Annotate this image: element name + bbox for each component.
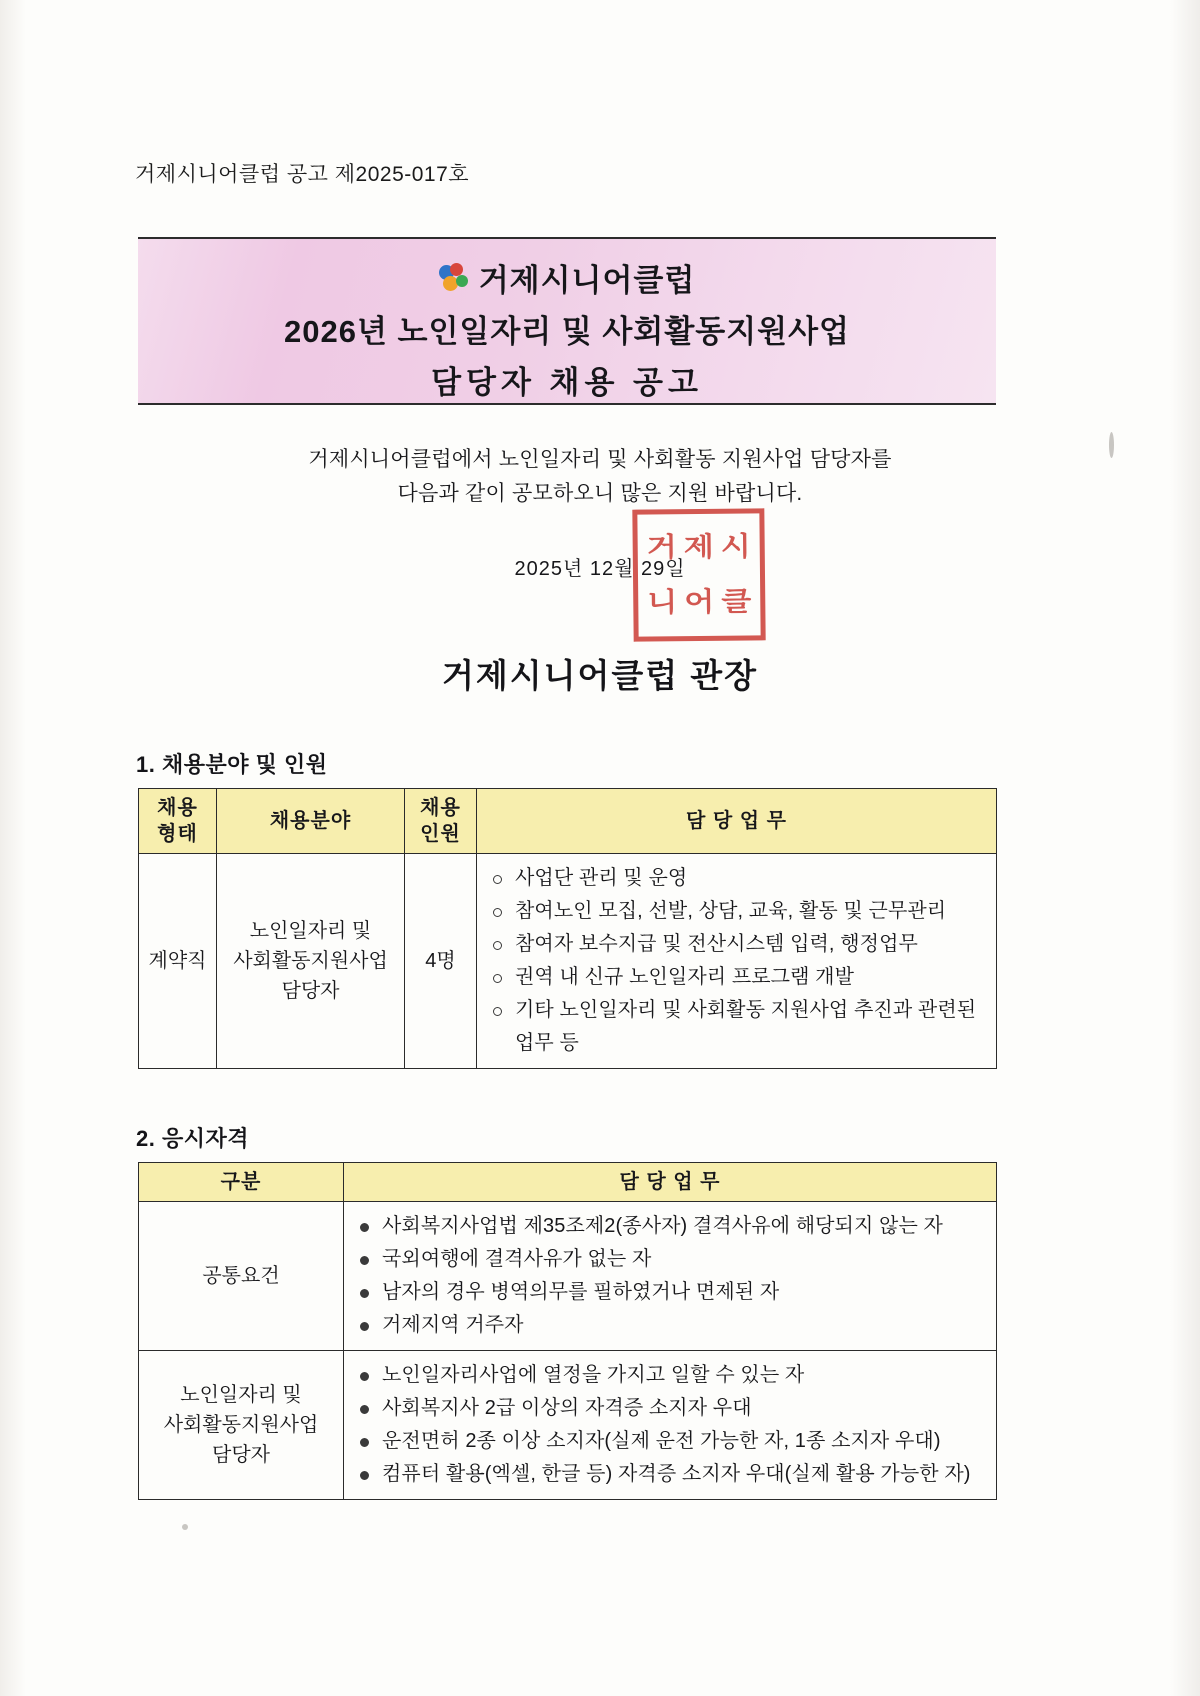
section-2-heading: 2. 응시자격	[136, 1126, 249, 1151]
seal-char: 제	[683, 531, 714, 564]
title-line-3: 담당자 채용 공고	[431, 365, 703, 400]
scan-speck	[182, 1524, 188, 1530]
th-line-1: 채용	[420, 797, 461, 819]
cell-requirements-position	[344, 1351, 997, 1500]
seal-char: 클	[720, 586, 752, 618]
seal-char: 어	[684, 586, 715, 619]
cell-line-1: 노인일자리 및	[249, 920, 372, 942]
cell-recruit-field	[217, 854, 405, 1069]
title-banner	[138, 237, 996, 405]
list-item: 참여자 보수지급 및 전산시스템 입력, 행정업무	[511, 928, 988, 961]
brand-line	[138, 255, 996, 300]
cell-category-common: 공통요건	[139, 1202, 344, 1351]
notice-number: 거제시니어클럽 공고 제2025-017호	[135, 163, 470, 186]
list-item: 거제지역 거주자	[378, 1309, 988, 1342]
cell-duties	[477, 854, 997, 1069]
list-item: 사회복지사업법 제35조제2(종사자) 결격사유에 해당되지 않는 자	[378, 1210, 988, 1243]
qualification-table	[138, 1162, 997, 1500]
issuer-title: 거제시니어클럽 관장	[441, 657, 759, 694]
list-item: 노인일자리사업에 열정을 가지고 일할 수 있는 자	[378, 1359, 988, 1392]
table-row	[139, 1351, 997, 1500]
seal-char: 거	[646, 532, 678, 564]
seal-characters	[643, 519, 754, 630]
th-recruit-field: 채용분야	[217, 789, 405, 854]
table-row	[139, 1202, 997, 1351]
list-item: 운전면허 2종 이상 소지자(실제 운전 가능한 자, 1종 소지자 우대)	[378, 1425, 988, 1458]
th-line-2: 인원	[420, 823, 461, 845]
requirement-list	[352, 1359, 988, 1491]
table-row	[139, 854, 997, 1069]
cell-line-2: 사회활동지원사업	[163, 1414, 319, 1436]
intro-line-1: 거제시니어클럽에서 노인일자리 및 사회활동 지원사업 담당자를	[308, 448, 892, 471]
table-header-row	[139, 1163, 997, 1202]
cell-requirements-common	[344, 1202, 997, 1351]
list-item: 사회복지사 2급 이상의 자격증 소지자 우대	[378, 1392, 988, 1425]
th-duties: 담 당 업 무	[477, 789, 997, 854]
requirement-list	[352, 1210, 988, 1342]
list-item: 기타 노인일자리 및 사회활동 지원사업 추진과 관련된 업무 등	[511, 994, 988, 1060]
official-seal-stamp	[632, 508, 765, 641]
section-1-heading: 1. 채용분야 및 인원	[136, 752, 328, 777]
issue-date: 2025년 12월 29일	[514, 558, 686, 580]
list-item: 참여노인 모집, 선발, 상담, 교육, 활동 및 근무관리	[511, 895, 988, 928]
scan-edge-left	[0, 0, 26, 1696]
list-item: 국외여행에 결격사유가 없는 자	[378, 1243, 988, 1276]
th-requirements: 담 당 업 무	[344, 1163, 997, 1202]
cell-category-position	[139, 1351, 344, 1500]
cell-line-2: 사회활동지원사업	[233, 950, 388, 972]
scan-edge-right	[1170, 0, 1200, 1696]
brand-name: 거제시니어클럽	[478, 263, 696, 298]
cell-employment-type: 계약직	[139, 854, 217, 1069]
intro-text	[0, 443, 1200, 511]
seal-char: 시	[720, 531, 751, 563]
list-item: 권역 내 신규 노인일자리 프로그램 개발	[511, 961, 988, 994]
list-item: 남자의 경우 병역의무를 필하였거나 면제된 자	[378, 1276, 988, 1309]
th-category: 구분	[139, 1163, 344, 1202]
cell-line-1: 노인일자리 및	[180, 1384, 302, 1406]
th-line-1: 채용	[157, 797, 198, 819]
table-header-row	[139, 789, 997, 854]
seal-char: 니	[647, 587, 678, 619]
duty-list	[485, 862, 988, 1060]
th-line-2: 형태	[157, 823, 198, 845]
th-headcount	[405, 789, 477, 854]
intro-line-2: 다음과 같이 공모하오니 많은 지원 바랍니다.	[397, 482, 803, 505]
list-item: 컴퓨터 활용(엑셀, 한글 등) 자격증 소지자 우대(실제 활용 가능한 자)	[378, 1458, 988, 1491]
cell-headcount: 4명	[405, 854, 477, 1069]
club-logo-icon	[439, 263, 473, 293]
cell-line-3: 담당자	[212, 1444, 270, 1466]
title-line-2: 2026년 노인일자리 및 사회활동지원사업	[284, 314, 850, 349]
th-employment-type	[139, 789, 217, 854]
recruitment-table	[138, 788, 997, 1069]
list-item: 사업단 관리 및 운영	[511, 862, 988, 895]
cell-line-3: 담당자	[281, 980, 340, 1002]
